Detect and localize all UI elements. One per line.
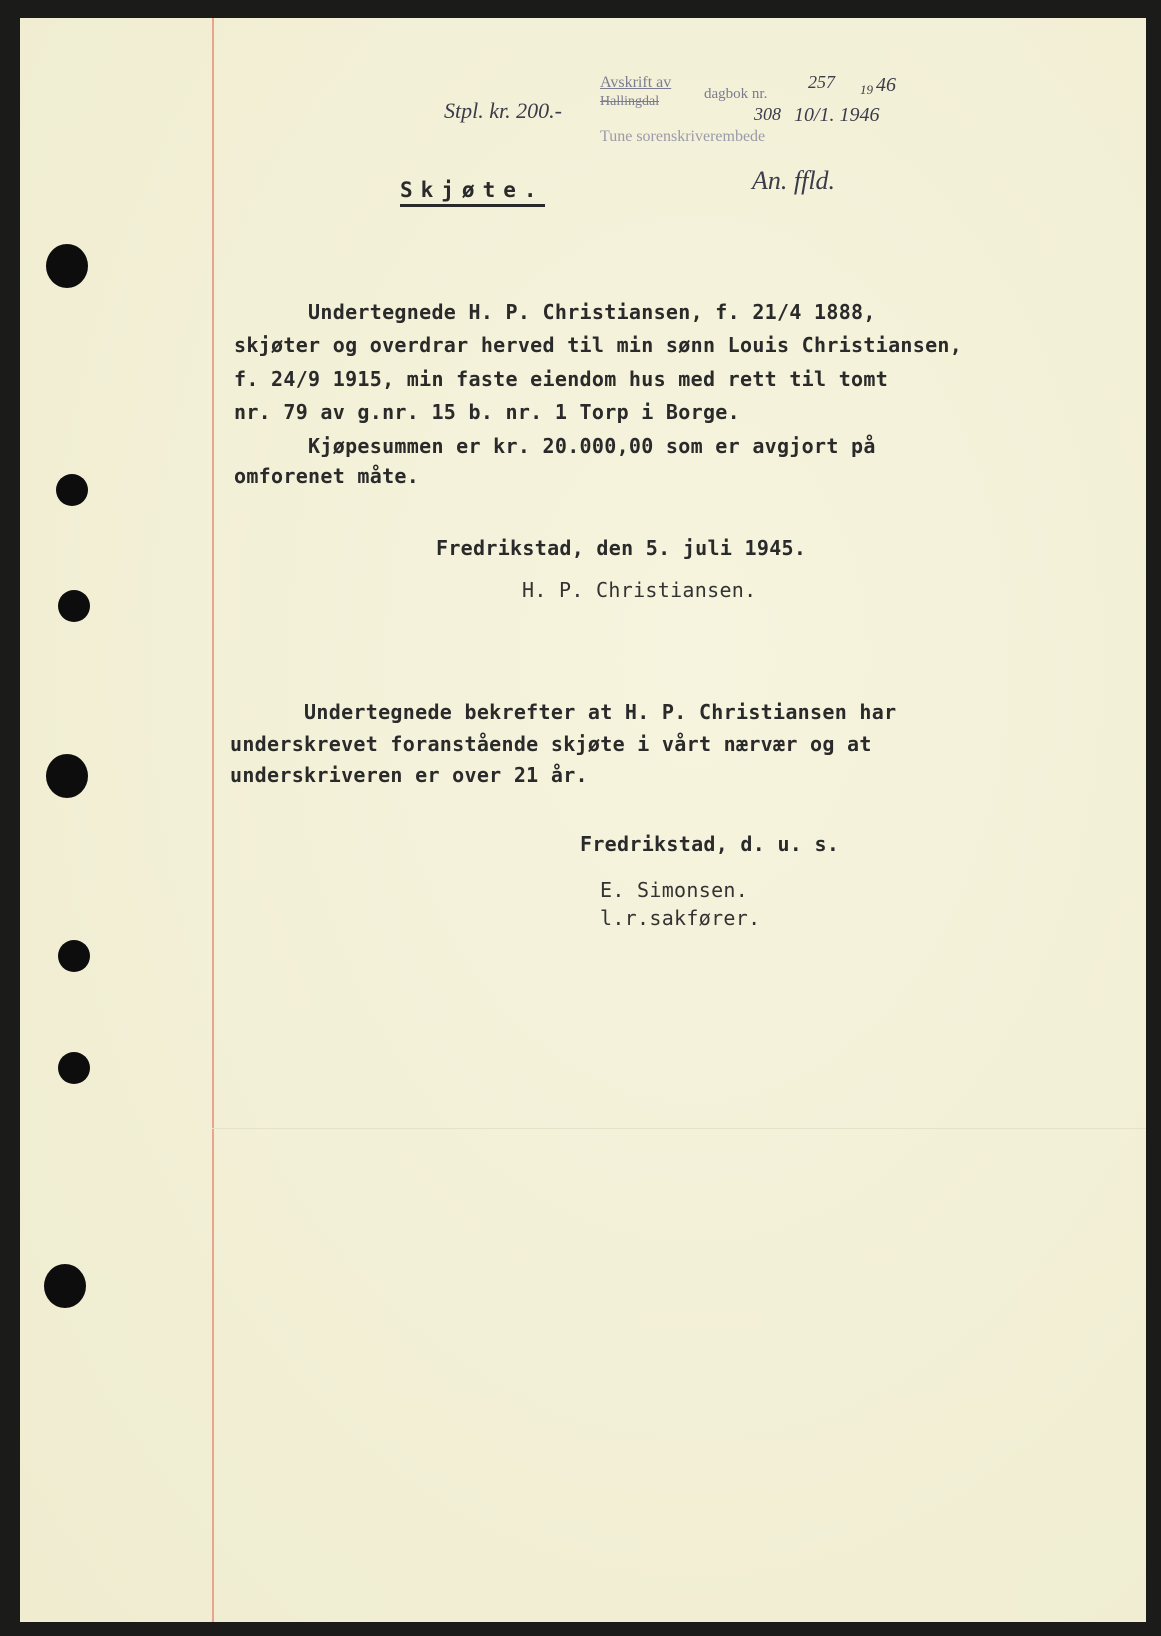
document-page bbox=[20, 18, 1146, 1622]
handwritten-fee: Stpl. kr. 200.- bbox=[444, 98, 562, 123]
page-fold-line bbox=[212, 1128, 1146, 1129]
punch-hole bbox=[56, 474, 88, 506]
punch-hole bbox=[46, 754, 88, 798]
deed-text-line: omforenet måte. bbox=[234, 464, 420, 488]
place-date: Fredrikstad, den 5. juli 1945. bbox=[436, 536, 807, 560]
witness-title: l.r.sakfører. bbox=[600, 906, 761, 930]
punch-hole bbox=[58, 590, 90, 622]
handwritten-year-suffix: 46 bbox=[876, 74, 896, 96]
punch-hole bbox=[44, 1264, 86, 1308]
stamp-dagbok: dagbok nr. bbox=[704, 86, 768, 102]
handwritten-dagbok-nr: 257 bbox=[808, 72, 835, 92]
deed-text-line: f. 24/9 1915, min faste eiendom hus med rett til tomt bbox=[234, 367, 889, 391]
handwritten-year-prefix: 19 bbox=[860, 82, 873, 97]
margin-line bbox=[212, 18, 214, 1622]
stamp-struck-name: Hallingdal bbox=[600, 94, 660, 109]
witness-text-line: underskrevet foranstående skjøte i vårt nærvær og at bbox=[230, 732, 872, 756]
handwritten-initials: An. ffld. bbox=[752, 166, 836, 195]
document-title: Skjøte. bbox=[400, 178, 545, 207]
signer-name: H. P. Christiansen. bbox=[522, 578, 757, 602]
deed-text-line: Kjøpesummen er kr. 20.000,00 som er avgjort på bbox=[234, 434, 876, 458]
deed-text-line: Undertegnede H. P. Christiansen, f. 21/4 1888, bbox=[234, 300, 876, 324]
deed-text-line: nr. 79 av g.nr. 15 b. nr. 1 Torp i Borge. bbox=[234, 400, 740, 424]
deed-text-line: skjøter og overdrar herved til min sønn Louis Christiansen, bbox=[234, 333, 963, 357]
punch-hole bbox=[58, 1052, 90, 1084]
witness-name: E. Simonsen. bbox=[600, 878, 749, 902]
handwritten-ref: 308 bbox=[754, 104, 781, 124]
witness-text-line: underskriveren er over 21 år. bbox=[230, 763, 588, 787]
stamp-office: Tune sorenskriverembede bbox=[600, 128, 766, 145]
place-date-2: Fredrikstad, d. u. s. bbox=[580, 832, 840, 856]
handwritten-date: 10/1. 1946 bbox=[794, 104, 880, 126]
witness-text-line: Undertegnede bekrefter at H. P. Christiansen har bbox=[230, 700, 897, 724]
stamp-avskrift: Avskrift av bbox=[600, 74, 672, 91]
punch-hole bbox=[46, 244, 88, 288]
punch-hole bbox=[58, 940, 90, 972]
